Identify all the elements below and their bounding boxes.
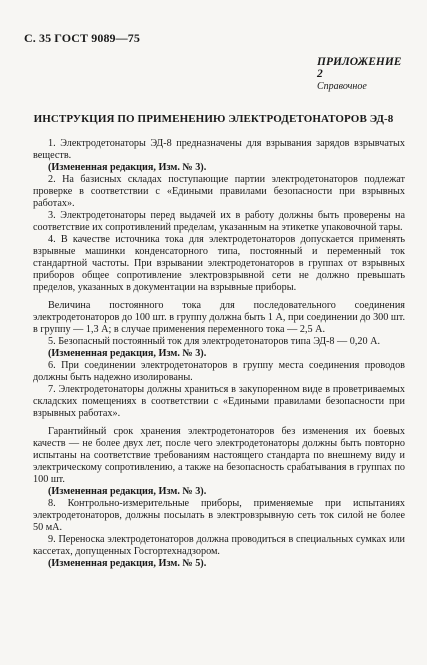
paragraph-1: 1. Электродетонаторы ЭД-8 предназначены для взрывания зарядов взрывчатых веществ.: [33, 138, 405, 161]
paragraph-warranty: Гарантийный срок хранения электродетонаторов без изменения их боевых качеств — не более двух лет, после чего электродетонаторы должны быть повторно испытаны на соответствие требованиям настоящего стандарта по внешнему виду и электрическому сопротивлению, а также на безопасность срабатывания в группах по 100 шт.: [33, 426, 405, 485]
appendix-label: [317, 56, 409, 92]
paragraph-9: 9. Переноска электродетонаторов должна проводиться в специальных сумках или кассетах, допущенных Госгортехнадзором.: [33, 534, 405, 557]
revision-note: (Измененная редакция, Изм. № 5).: [48, 558, 207, 569]
paragraph-6: 6. При соединении электродетонаторов в группу места соединения проводов должны быть надежно изолированы.: [33, 360, 405, 383]
paragraph-2: 2. На базисных складах поступающие партии электродетонаторов подлежат проверке в соответствии с «Едиными правилами безопасности при взрывных работах».: [33, 174, 405, 209]
document-body: [33, 138, 405, 570]
revision-note: (Измененная редакция, Изм. № 3).: [48, 348, 207, 359]
paragraph-4: 4. В качестве источника тока для электродетонаторов допускается применять взрывные машинки конденсаторного типа, постоянный и переменный ток стандартной частоты. При взрывании электродетонаторов в группах от взрывных приборов общее сопротивление электровзрывной сети не должно превышать пределов, указанных в документации на взрывные приборы.: [33, 234, 405, 293]
appendix-subtitle: Справочное: [317, 81, 367, 92]
revision-note: (Измененная редакция, Изм. № 3).: [48, 486, 207, 497]
paragraph-5: 5. Безопасный постоянный ток для электродетонаторов типа ЭД-8 — 0,20 А.: [48, 336, 381, 347]
paragraph-8: 8. Контрольно-измерительные приборы, применяемые при испытаниях электродетонаторов, должны посылать в электровзрывную сеть ток силой не более 50 мА.: [33, 498, 405, 533]
paragraph-current: Величина постоянного тока для последовательного соединения электродетонаторов до 100 шт. в группу должна быть 1 А, при соединении до 300 шт. в группу — 1,3 А; в случае применения переменного тока — 2,5 А.: [33, 300, 405, 335]
revision-note: (Измененная редакция, Изм. № 3).: [48, 162, 207, 173]
document-title: ИНСТРУКЦИЯ ПО ПРИМЕНЕНИЮ ЭЛЕКТРОДЕТОНАТОРОВ ЭД-8: [33, 113, 394, 125]
appendix-title: ПРИЛОЖЕНИЕ 2: [317, 56, 402, 80]
paragraph-7: 7. Электродетонаторы должны храниться в закупоренном виде в проветриваемых складских помещениях в соответствии с «Едиными правилами безопасности при взрывных работах».: [33, 384, 405, 419]
page-header: С. 35 ГОСТ 9089—75: [24, 31, 140, 45]
paragraph-3: 3. Электродетонаторы перед выдачей их в работу должны быть проверены на соответствие их сопротивлений пределам, указанным на этикетке упаковочной тары.: [33, 210, 405, 233]
